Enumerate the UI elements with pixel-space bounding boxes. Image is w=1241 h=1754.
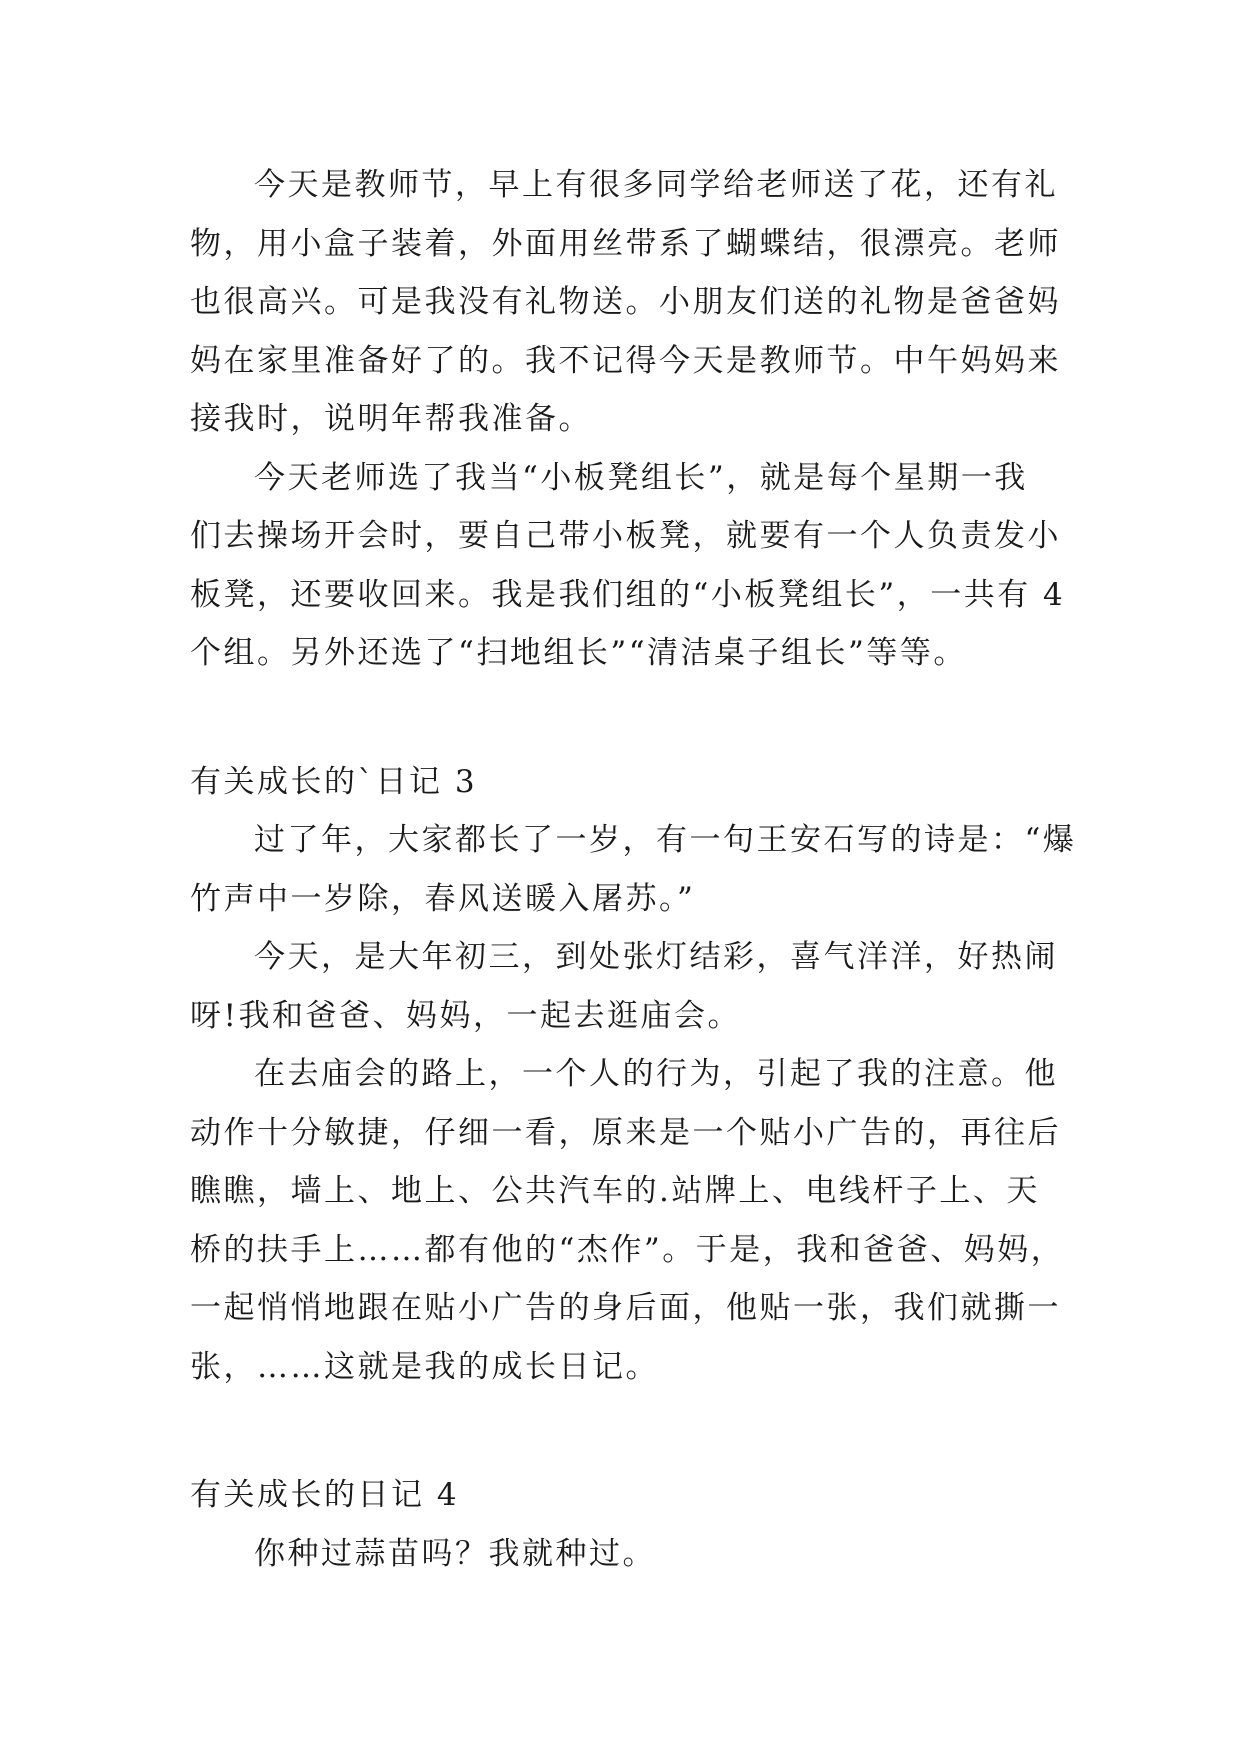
diary-entry	[190, 1466, 1052, 1583]
text-line: 张，……这就是我的成长日记。	[190, 1348, 659, 1385]
paragraph	[190, 1045, 1065, 1396]
text-line: 接我时，说明年帮我准备。	[190, 401, 592, 437]
entry-heading: 有关成长的`日记 3	[190, 763, 478, 800]
section-spacer	[190, 683, 1052, 753]
text-line: 竹声中一岁除，春风送暖入屠苏。”	[190, 880, 696, 917]
paragraph	[190, 449, 1066, 683]
paragraph	[190, 811, 1077, 928]
paragraph	[190, 1525, 1052, 1584]
diary-entry	[190, 156, 1066, 683]
paragraph	[190, 928, 1058, 1045]
text-line: 动作十分敏捷，仔细一看，原来是一个贴小广告的，再往后	[190, 1114, 1061, 1151]
text-line: 一起悄悄地跟在贴小广告的身后面，他贴一张，我们就撕一	[190, 1290, 1061, 1326]
document-body	[190, 156, 1077, 1583]
text-line: 桥的扶手上……都有他的“杰作”。于是，我和爸爸、妈妈，	[190, 1231, 1065, 1268]
text-line: 个组。另外还选了“扫地组长”“清洁桌子组长”等等。	[190, 635, 967, 671]
text-line: 呀!我和爸爸、妈妈，一起去逛庙会。	[190, 997, 741, 1034]
text-line: 过了年，大家都长了一岁，有一句王安石写的诗是：“爆	[254, 822, 1077, 858]
paragraph	[190, 156, 1061, 449]
text-line: 今天是教师节，早上有很多同学给老师送了花，还有礼	[254, 167, 1058, 203]
text-line: 物，用小盒子装着，外面用丝带系了蝴蝶结，很漂亮。老师	[190, 225, 1061, 262]
section-spacer	[190, 1396, 1052, 1466]
text-line: 今天老师选了我当“小板凳组长”，就是每个星期一我	[254, 459, 1028, 496]
text-line: 也很高兴。可是我没有礼物送。小朋友们送的礼物是爸爸妈	[190, 284, 1061, 320]
text-line: 在去庙会的路上，一个人的行为，引起了我的注意。他	[254, 1056, 1058, 1092]
entry-heading: 有关成长的日记 4	[190, 1477, 460, 1513]
text-line: 瞧瞧，墙上、地上、公共汽车的.站牌上、电线杆子上、天	[190, 1173, 1040, 1209]
text-line: 妈在家里准备好了的。我不记得今天是教师节。中午妈妈来	[190, 342, 1061, 379]
text-line: 们去操场开会时，要自己带小板凳，就要有一个人负责发小	[190, 518, 1061, 554]
diary-entry	[190, 753, 1077, 1397]
text-line: 今天，是大年初三，到处张灯结彩，喜气洋洋，好热闹	[254, 939, 1058, 975]
text-line: 板凳，还要收回来。我是我们组的“小板凳组长”，一共有 4	[190, 576, 1066, 613]
text-line: 你种过蒜苗吗？我就种过。	[254, 1535, 656, 1572]
